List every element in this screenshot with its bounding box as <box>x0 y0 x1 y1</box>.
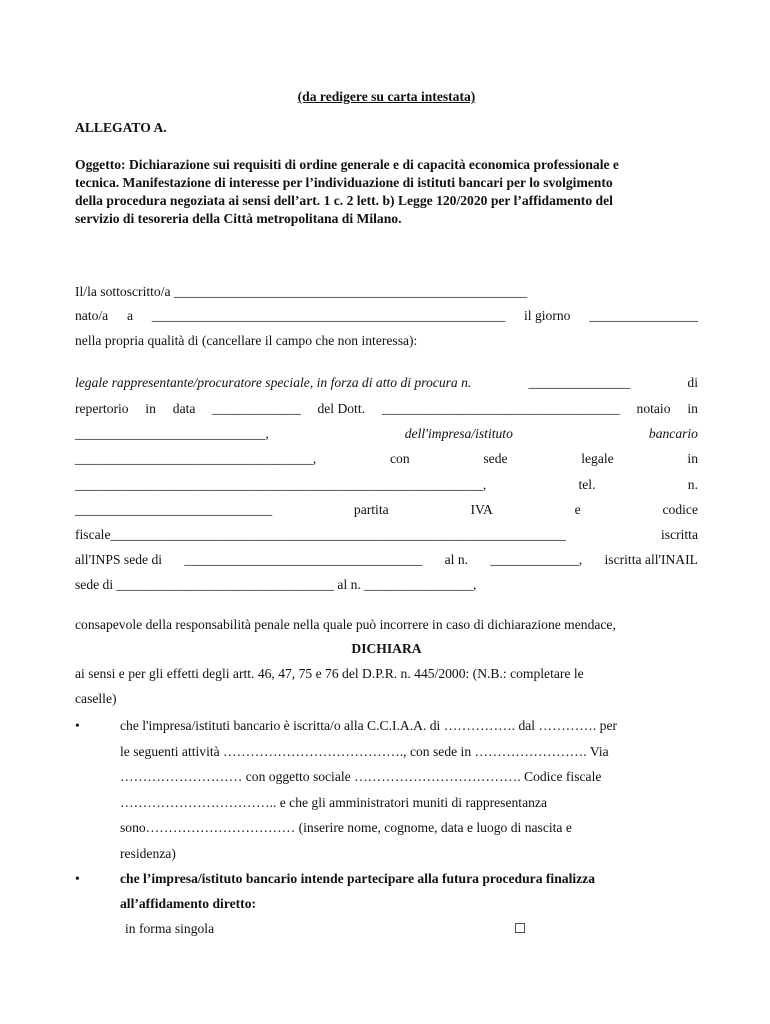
bullet2-line-2: all’affidamento diretto: <box>120 896 257 911</box>
partita-label: partita <box>353 502 389 517</box>
giorno-label: il giorno <box>524 308 571 323</box>
dichiara-heading: DICHIARA <box>351 641 422 656</box>
inps-line <box>75 551 698 569</box>
fiscale-label: fiscale___________________________________________________________________ <box>75 527 566 542</box>
dott-blank: ___________________________________ <box>381 401 620 416</box>
bullet1-line-3: ……………………… con oggetto sociale ………………………………. Codice fiscale <box>120 769 602 784</box>
in2-label: in <box>687 401 698 416</box>
bullet1-line-4: …………………………….. e che gli amministratori muniti di rappresentanza <box>120 795 547 810</box>
al-n-label: al n. <box>444 552 469 567</box>
bullet1-line-2: le seguenti attività …………………………………., con sede in ……………………. Via <box>120 744 609 759</box>
tel-blank: _____________________________ <box>75 502 273 517</box>
oggetto-line-2: tecnica. Manifestazione di interesse per l’individuazione di istituti bancari per lo svolgimento <box>75 175 613 190</box>
bullet1-line-6: residenza) <box>120 846 176 861</box>
iva-label: IVA <box>470 502 493 517</box>
oggetto-line-3: della procedura negoziata ai sensi dell’art. 1 c. 2 lett. b) Legge 120/2020 per l’affidamento del <box>75 193 613 208</box>
partita-line <box>75 501 698 519</box>
legale2-label: legale <box>581 451 614 466</box>
inps-blank: ___________________________________ <box>184 552 423 567</box>
impresa-line <box>75 425 698 443</box>
ai-sensi-line-2: caselle) <box>75 691 117 706</box>
bancario-label: bancario <box>648 426 698 441</box>
sede-di-line: sede di ________________________________ al n. ________________, <box>75 577 477 592</box>
in3-label: in <box>687 451 698 466</box>
a-label: a <box>126 308 134 323</box>
letterhead-note: (da redigere su carta intestata) <box>297 89 476 104</box>
oggetto-line-4: servizio di tesoreria della Città metropolitana di Milano. <box>75 211 402 226</box>
allegato-title: ALLEGATO A. <box>75 120 167 135</box>
checkbox-icon[interactable]: ☐ <box>514 921 527 936</box>
notaio-label: notaio <box>636 401 671 416</box>
sottoscritto-line: Il/la sottoscritto/a ____________________________________________________ <box>75 284 528 299</box>
in-label: in <box>145 401 156 416</box>
codice-label: codice <box>662 502 698 517</box>
e-label: e <box>574 502 581 517</box>
bullet1-line-5: sono…………………………… (inserire nome, cognome, data e luogo di nascita e <box>120 820 572 835</box>
forma-singola-option[interactable] <box>125 920 698 938</box>
inail-label: iscritta all'INAIL <box>604 552 698 567</box>
nato-label: nato/a <box>75 308 109 323</box>
oggetto-line-1: Oggetto: Dichiarazione sui requisiti di ordine generale e di capacità economica professionale e <box>75 157 619 172</box>
fiscale-line <box>75 526 698 544</box>
bullet-icon: • <box>75 718 80 733</box>
iscritta-label: iscritta <box>661 527 698 542</box>
nato-line <box>75 307 698 325</box>
tel-line <box>75 476 698 494</box>
sede-line <box>75 450 698 468</box>
sede-blank: ___________________________________, <box>75 451 317 466</box>
qualita-line: nella propria qualità di (cancellare il campo che non interessa): <box>75 333 418 348</box>
legale-line <box>75 374 698 392</box>
tel-label: tel. <box>578 477 596 492</box>
forma-singola-label: in forma singola <box>125 921 215 936</box>
repertorio-line <box>75 400 698 418</box>
bullet-icon: • <box>75 871 80 886</box>
n-label: n. <box>687 477 698 492</box>
notaio-blank: ____________________________, <box>75 426 269 441</box>
giorno-blank: ________________ <box>589 308 698 323</box>
nato-blank: ____________________________________________________ <box>151 308 506 323</box>
con-label: con <box>390 451 410 466</box>
sede-label: sede <box>483 451 508 466</box>
di-label: di <box>687 375 698 390</box>
consapevole-line: consapevole della responsabilità penale nella quale può incorrere in caso di dichiarazione mendace, <box>75 617 616 632</box>
procura-blank: _______________ <box>528 375 631 390</box>
impresa-label: dell'impresa/istituto <box>404 426 513 441</box>
inps-label: all'INPS sede di <box>75 552 163 567</box>
legale-label: legale rappresentante/procuratore speciale, in forza di atto di procura n. <box>75 375 472 390</box>
al-n-blank: _____________, <box>490 552 583 567</box>
bullet1-line-1: che l'impresa/istituti bancario è iscritta/o alla C.C.I.A.A. di ……………. dal …………. per <box>120 718 618 733</box>
ai-sensi-line-1: ai sensi e per gli effetti degli artt. 46, 47, 75 e 76 del D.P.R. n. 445/2000: (N.B.: completare le <box>75 666 584 681</box>
dott-label: del Dott. <box>317 401 366 416</box>
data-blank: _____________ <box>212 401 301 416</box>
bullet2-line-1: che l’impresa/istituto bancario intende partecipare alla futura procedura finalizza <box>120 871 595 886</box>
addr-blank: ____________________________________________________________, <box>75 477 487 492</box>
data-label: data <box>172 401 196 416</box>
repertorio-label: repertorio <box>75 401 129 416</box>
